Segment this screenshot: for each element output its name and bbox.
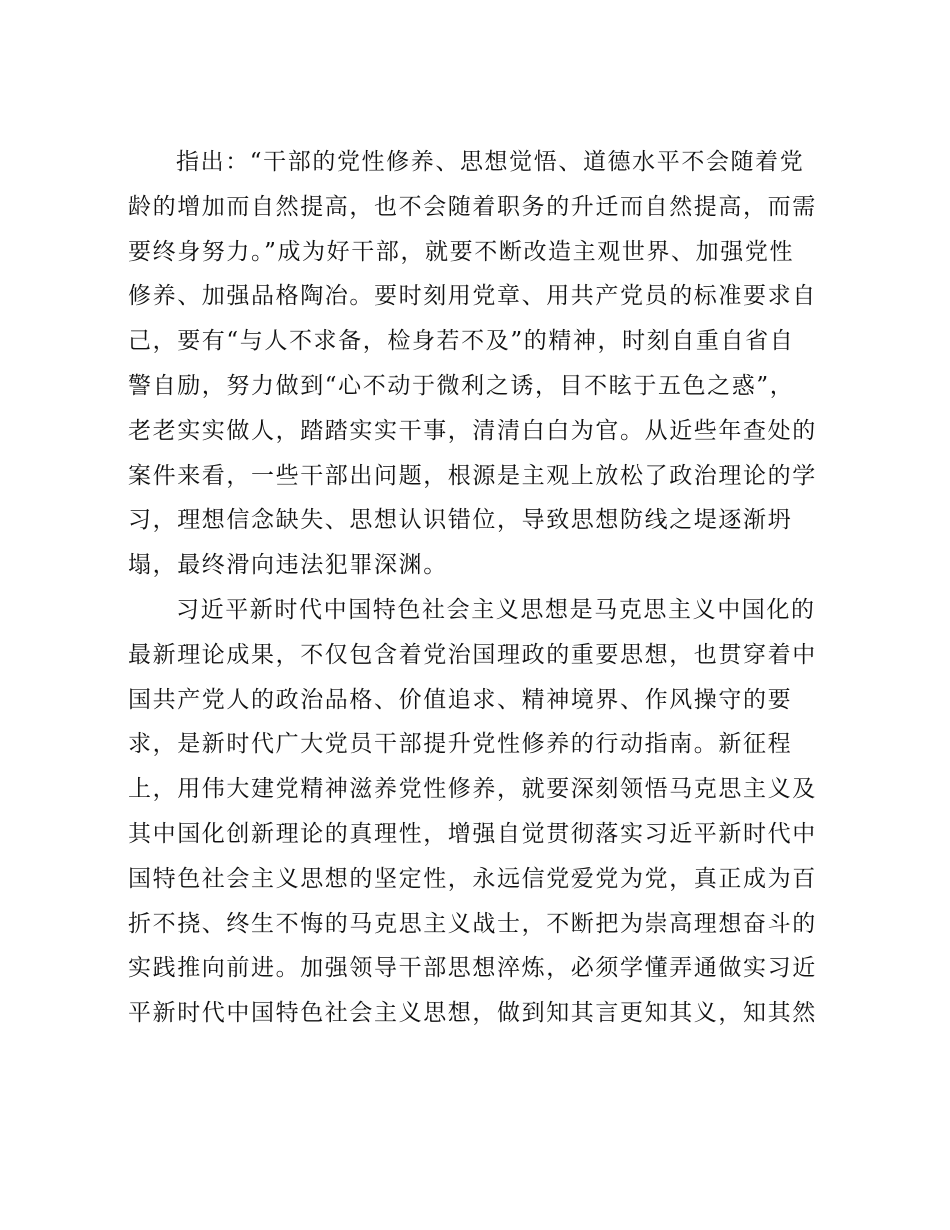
body-text (128, 140, 838, 1036)
text-line: 求，是新时代广大党员干部提升党性修养的行动指南。新征程 (128, 731, 793, 758)
text-line: 龄的增加而自然提高，也不会随着职务的升迁而自然提高，而需 (128, 193, 817, 220)
text-line: 指出：“干部的党性修养、思想觉悟、道德水平不会随着党 (176, 149, 805, 175)
text-line: 平新时代中国特色社会主义思想，做到知其言更知其义，知其然 (128, 1000, 817, 1027)
text-line: 案件来看，一些干部出问题，根源是主观上放松了政治理论的学 (128, 462, 817, 489)
text-line: 折不挠、终生不悔的马克思主义战士，不断把为崇高理想奋斗的 (128, 910, 817, 937)
text-line: 警自励，努力做到“心不动于微利之诱，目不眩于五色之惑”， (128, 372, 795, 399)
text-line: 要终身努力。”成为好干部，就要不断改造主观世界、加强党性 (128, 238, 795, 265)
text-line: 其中国化创新理论的真理性，增强自觉贯彻落实习近平新时代中 (128, 820, 817, 847)
text-line: 国共产党人的政治品格、价值追求、精神境界、作风操守的要 (128, 686, 793, 713)
text-line: 最新理论成果，不仅包含着党治国理政的重要思想，也贯穿着中 (128, 641, 817, 668)
text-line: 老老实实做人，踏踏实实干事，清清白白为官。从近些年查处的 (128, 417, 817, 444)
text-line: 修养、加强品格陶冶。要时刻用党章、用共产党员的标准要求自 (128, 283, 817, 310)
paragraph-2 (128, 588, 838, 1036)
text-line: 国特色社会主义思想的坚定性，永远信党爱党为党，真正成为百 (128, 865, 817, 892)
text-line: 习，理想信念缺失、思想认识错位，导致思想防线之堤逐渐坍 (128, 507, 793, 534)
text-line: 实践推向前进。加强领导干部思想淬炼，必须学懂弄通做实习近 (128, 955, 817, 982)
text-line: 上，用伟大建党精神滋养党性修养，就要深刻领悟马克思主义及 (128, 776, 817, 803)
paragraph-1 (128, 140, 838, 588)
text-line: 己，要有“与人不求备，检身若不及”的精神，时刻自重自省自 (128, 328, 795, 355)
text-line: 习近平新时代中国特色社会主义思想是马克思主义中国化的 (176, 596, 816, 623)
text-line: 塌，最终滑向违法犯罪深渊。 (128, 552, 448, 579)
